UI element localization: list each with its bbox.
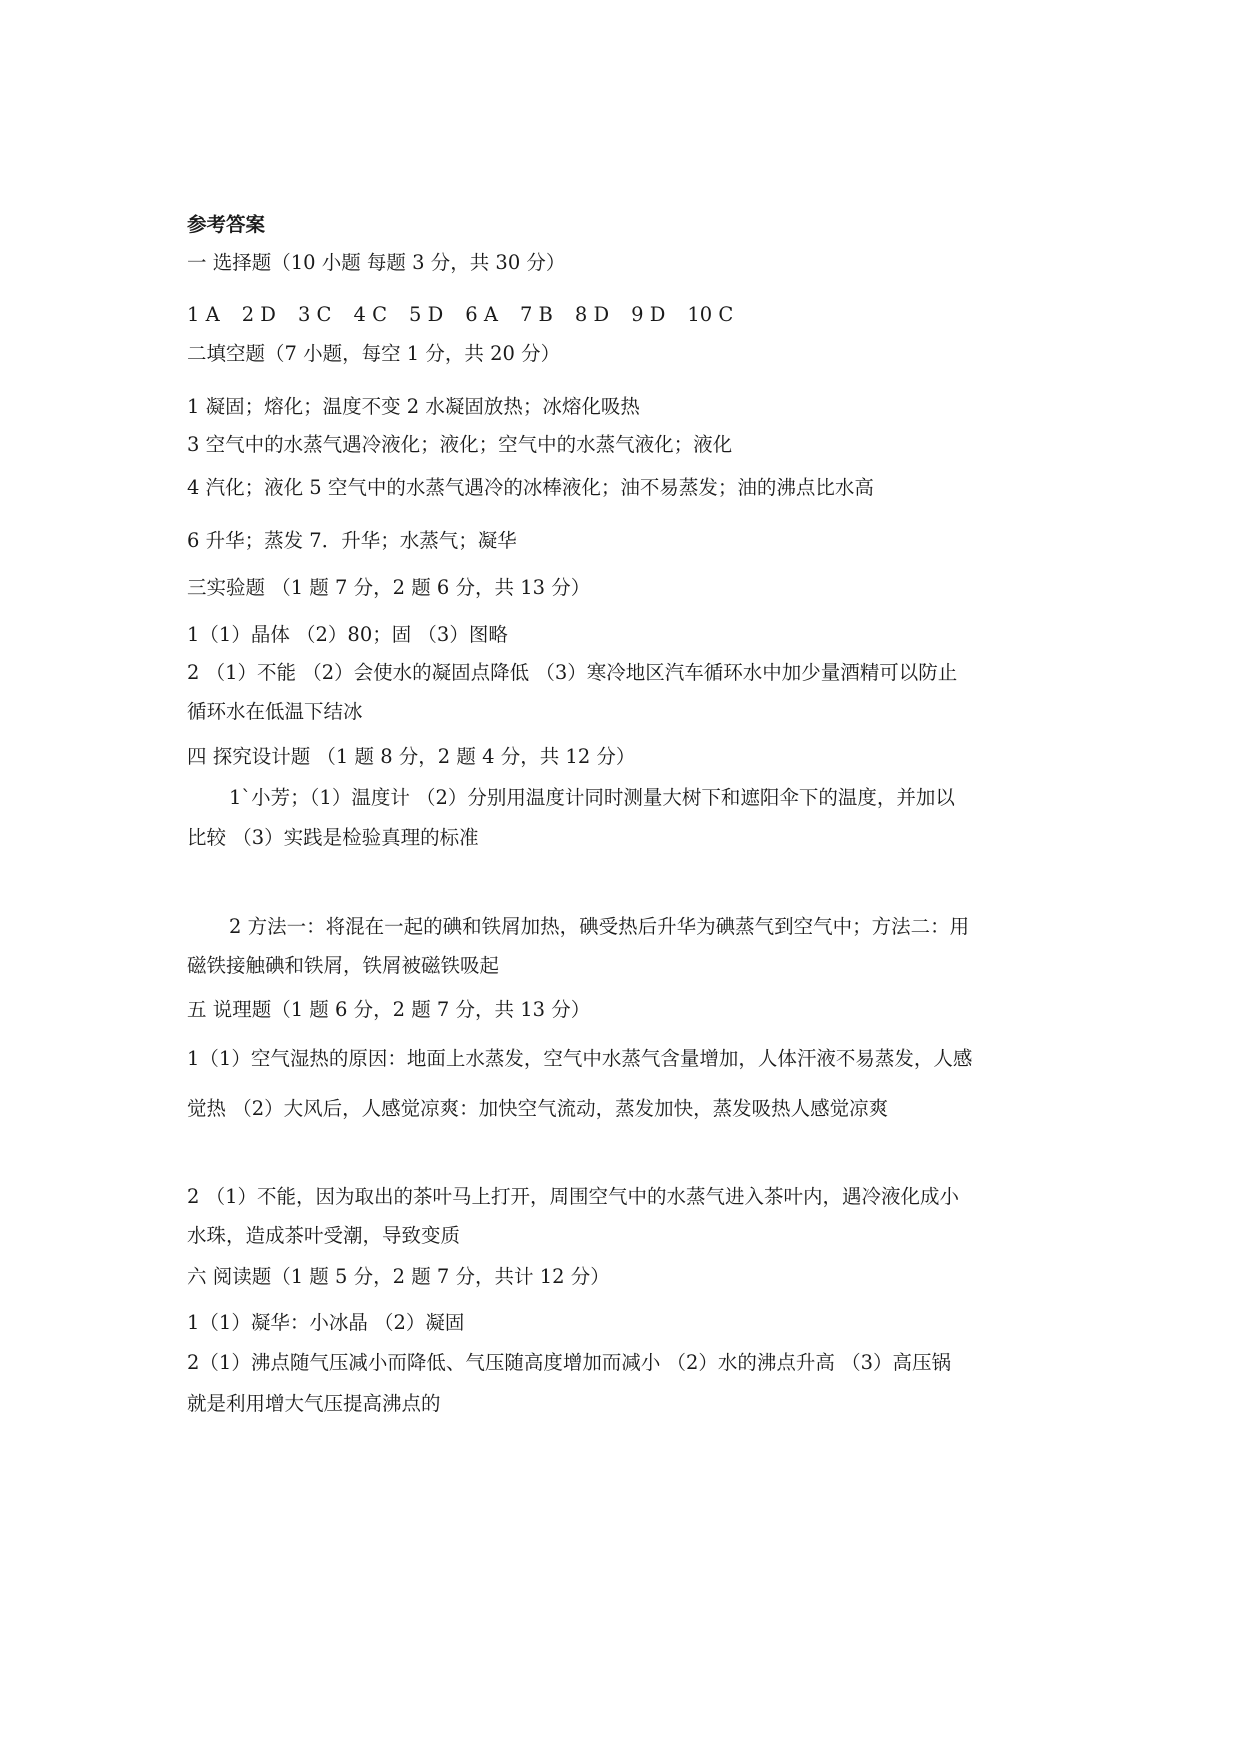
mc-answer: 6 A (465, 303, 498, 326)
mc-answer: 2 D (241, 303, 276, 326)
section-1-header: 一 选择题（10 小题 每题 3 分，共 30 分） (187, 251, 566, 274)
section-5-line: 1（1）空气湿热的原因：地面上水蒸发，空气中水蒸气含量增加，人体汗液不易蒸发，人感 (187, 1047, 973, 1070)
section-2-line: 3 空气中的水蒸气遇冷液化；液化；空气中的水蒸气液化；液化 (187, 433, 733, 456)
section-3-line: 1（1）晶体 （2）80；固 （3）图略 (187, 623, 508, 646)
section-3-header: 三实验题 （1 题 7 分，2 题 6 分，共 13 分） (187, 576, 591, 599)
section-6-line: 2（1）沸点随气压减小而降低、气压随高度增加而减小 （2）水的沸点升高 （3）高压锅 (187, 1351, 952, 1374)
multiple-choice-answers (187, 302, 867, 328)
section-5-line: 水珠，造成茶叶受潮，导致变质 (187, 1224, 461, 1247)
section-6-header: 六 阅读题（1 题 5 分，2 题 7 分，共计 12 分） (187, 1265, 610, 1288)
mc-answer: 10 C (687, 303, 734, 326)
section-2-line: 4 汽化；液化 5 空气中的水蒸气遇冷的冰棒液化；油不易蒸发；油的沸点比水高 (187, 476, 874, 499)
section-2-header: 二填空题（7 小题，每空 1 分，共 20 分） (187, 342, 561, 365)
mc-answer: 7 B (519, 303, 553, 326)
section-5-header: 五 说理题（1 题 6 分，2 题 7 分，共 13 分） (187, 998, 591, 1021)
section-5-line: 觉热 （2）大风后，人感觉凉爽：加快空气流动，蒸发加快，蒸发吸热人感觉凉爽 (187, 1097, 889, 1120)
section-4-line: 2 方法一：将混在一起的碘和铁屑加热，碘受热后升华为碘蒸气到空气中；方法二：用 (229, 915, 970, 938)
section-3-line: 2 （1）不能 （2）会使水的凝固点降低 （3）寒冷地区汽车循环水中加少量酒精可以防止 (187, 661, 958, 684)
section-2-line: 6 升华；蒸发 7．升华；水蒸气；凝华 (187, 529, 517, 552)
section-6-line: 就是利用增大气压提高沸点的 (187, 1392, 441, 1415)
page-title: 参考答案 (187, 213, 266, 236)
mc-answer: 4 C (353, 303, 387, 326)
section-4-line: 磁铁接触碘和铁屑，铁屑被磁铁吸起 (187, 954, 500, 977)
section-3-line: 循环水在低温下结冰 (187, 700, 363, 723)
section-2-line: 1 凝固；熔化；温度不变 2 水凝固放热；冰熔化吸热 (187, 395, 640, 418)
mc-answer: 5 D (409, 303, 444, 326)
mc-answer: 1 A (187, 303, 220, 326)
mc-answer: 9 D (631, 303, 666, 326)
mc-answer: 8 D (574, 303, 610, 326)
section-5-line: 2 （1）不能，因为取出的茶叶马上打开，周围空气中的水蒸气进入茶叶内，遇冷液化成小 (187, 1185, 960, 1208)
section-4-line: 1`小芳；（1）温度计 （2）分别用温度计同时测量大树下和遮阳伞下的温度，并加以 (229, 786, 955, 809)
section-4-header: 四 探究设计题 （1 题 8 分，2 题 4 分，共 12 分） (187, 745, 636, 768)
mc-answer: 3 C (297, 303, 332, 326)
section-6-line: 1（1）凝华：小冰晶 （2）凝固 (187, 1311, 465, 1334)
section-4-line: 比较 （3）实践是检验真理的标准 (187, 826, 479, 849)
